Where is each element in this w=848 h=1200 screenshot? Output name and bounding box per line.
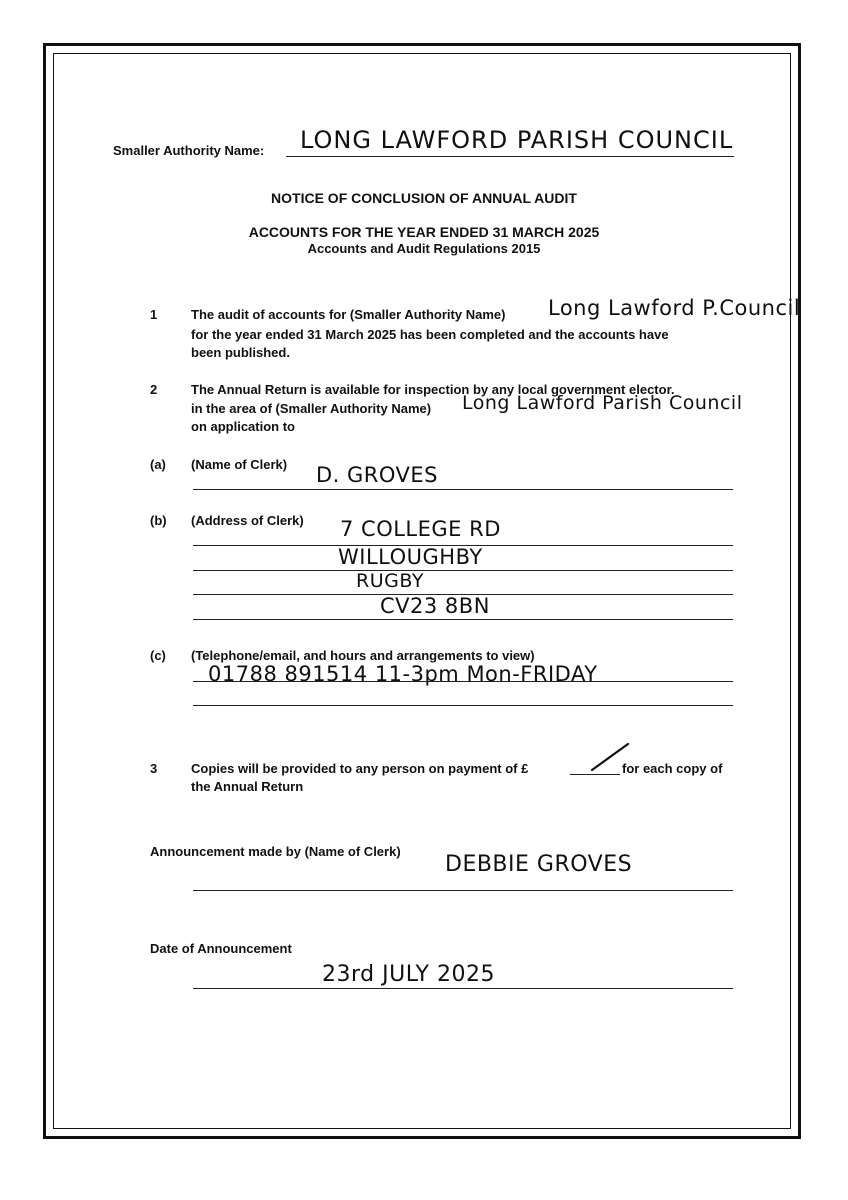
item-1-handwritten: Long Lawford P.Council <box>548 296 801 320</box>
item-2-line1: The Annual Return is available for inspection by any local government elector. <box>191 382 675 397</box>
item-2-handwritten: Long Lawford Parish Council <box>462 392 743 414</box>
item-2-line2: in the area of (Smaller Authority Name) <box>191 401 432 416</box>
contact-marker: (c) <box>150 648 166 663</box>
clerk-name-line <box>193 489 733 490</box>
address-rule-2 <box>193 570 733 571</box>
contact-handwritten: 01788 891514 11-3pm Mon-FRIDAY <box>208 662 598 686</box>
authority-label: Smaller Authority Name: <box>113 143 265 158</box>
contact-rule-1 <box>193 681 733 682</box>
date-handwritten: 23rd JULY 2025 <box>322 962 495 987</box>
clerk-address-label: (Address of Clerk) <box>191 513 304 528</box>
regulations-heading: Accounts and Audit Regulations 2015 <box>307 241 541 256</box>
clerk-name-marker: (a) <box>150 457 166 472</box>
address-line-3: RUGBY <box>356 570 424 592</box>
date-label: Date of Announcement <box>150 941 292 956</box>
item-1-line1: The audit of accounts for (Smaller Authority Name) <box>191 307 506 322</box>
clerk-name-label: (Name of Clerk) <box>191 457 288 472</box>
item-3-line1-after: for each copy of <box>622 761 723 776</box>
clerk-address-marker: (b) <box>150 513 167 528</box>
item-3-number: 3 <box>150 761 158 776</box>
item-1-line2: for the year ended 31 March 2025 has been completed and the accounts have <box>191 327 669 342</box>
contact-rule-2 <box>193 705 733 706</box>
notice-title: NOTICE OF CONCLUSION OF ANNUAL AUDIT <box>271 190 577 206</box>
item-3-line2: the Annual Return <box>191 779 304 794</box>
address-line-1: 7 COLLEGE RD <box>340 517 501 541</box>
authority-name-line <box>286 156 734 157</box>
contact-label: (Telephone/email, and hours and arrangements to view) <box>191 648 535 663</box>
item-2-number: 2 <box>150 382 158 397</box>
item-3-line1-before: Copies will be provided to any person on payment of £ <box>191 761 529 776</box>
address-line-2: WILLOUGHBY <box>338 545 483 569</box>
clerk-name-handwritten: D. GROVES <box>316 463 439 487</box>
address-line-4: CV23 8BN <box>380 594 490 618</box>
accounts-heading: ACCOUNTS FOR THE YEAR ENDED 31 MARCH 2025 <box>248 224 600 240</box>
item-1-line3: been published. <box>191 345 290 360</box>
address-rule-4 <box>193 619 733 620</box>
announcement-signature: DEBBIE GROVES <box>445 852 633 877</box>
authority-name-handwritten: LONG LAWFORD PARISH COUNCIL <box>300 126 734 154</box>
announcement-label: Announcement made by (Name of Clerk) <box>150 844 401 859</box>
date-line <box>193 988 733 989</box>
item-1-number: 1 <box>150 307 158 322</box>
item-2-line3: on application to <box>191 419 295 434</box>
announcement-line <box>193 890 733 891</box>
